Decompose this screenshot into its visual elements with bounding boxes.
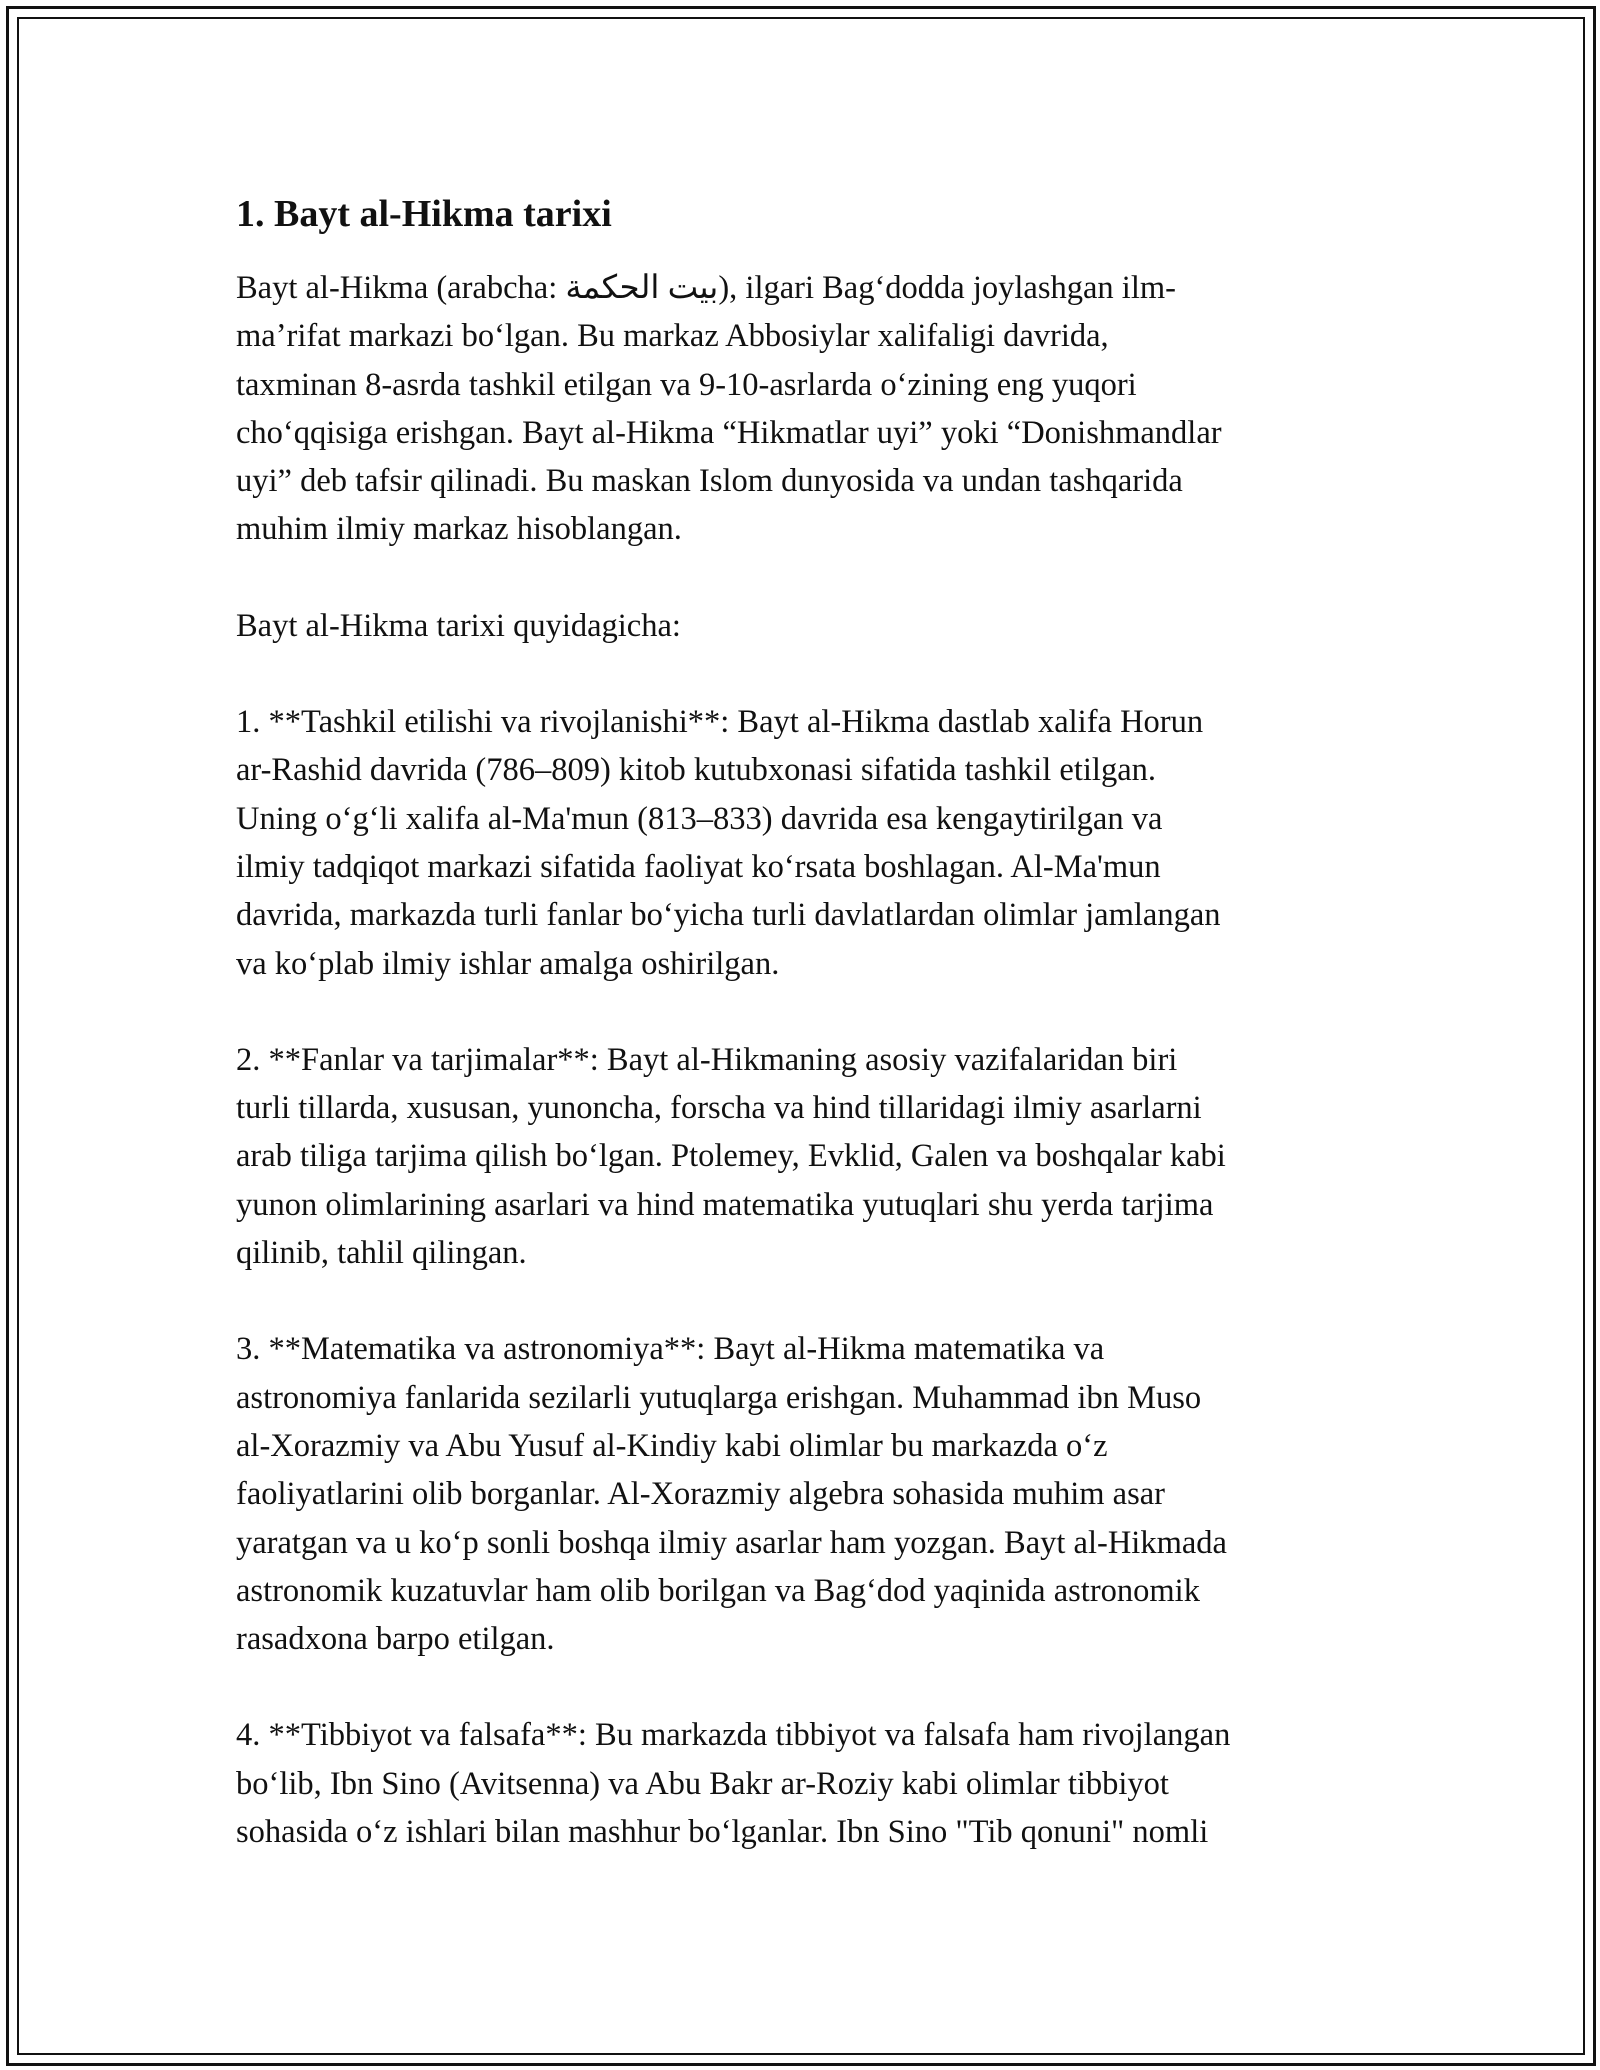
text-line: arab tiliga tarjima qilish boʻlgan. Ptolemey, Evklid, Galen va boshqalar kabi — [236, 1138, 1226, 1175]
text-line: Bayt al-Hikma tarixi quyidagicha: — [236, 607, 681, 644]
list-item-2 — [236, 1036, 1376, 1277]
text-line: uyi” deb tafsir qilinadi. Bu maskan Islom dunyosida va undan tashqarida — [236, 463, 1183, 500]
text-line: al-Xorazmiy va Abu Yusuf al-Kindiy kabi olimlar bu markazda oʻz — [236, 1427, 1108, 1464]
text-line: Bayt al-Hikma (arabcha: بيت الحكمة), ilgari Bagʻdodda joylashgan ilm- — [236, 270, 1176, 306]
text-line: ar-Rashid davrida (786–809) kitob kutubxonasi sifatida tashkil etilgan. — [236, 752, 1156, 789]
text-line: ilmiy tadqiqot markazi sifatida faoliyat koʻrsata boshlagan. Al-Ma'mun — [236, 848, 1161, 885]
text-line: choʻqqisiga erishgan. Bayt al-Hikma “Hikmatlar uyi” yoki “Donishmandlar — [236, 414, 1222, 451]
text-line: faoliyatlarini olib borganlar. Al-Xorazmiy algebra sohasida muhim asar — [236, 1476, 1165, 1513]
paragraph-intro — [236, 264, 1376, 554]
text-line: Uning oʻgʻli xalifa al-Ma'mun (813–833) davrida esa kengaytirilgan va — [236, 800, 1163, 837]
text-line: muhim ilmiy markaz hisoblangan. — [236, 511, 682, 548]
text-line: va koʻplab ilmiy ishlar amalga oshirilgan. — [236, 945, 780, 982]
document-body — [236, 190, 1376, 1904]
paragraph-history-intro — [236, 602, 1376, 650]
list-item-4 — [236, 1711, 1376, 1856]
text-line: yaratgan va u koʻp sonli boshqa ilmiy asarlar ham yozgan. Bayt al-Hikmada — [236, 1524, 1227, 1561]
text-line: astronomik kuzatuvlar ham olib borilgan va Bagʻdod yaqinida astronomik — [236, 1572, 1200, 1609]
text-line: 2. **Fanlar va tarjimalar**: Bayt al-Hikmaning asosiy vazifalaridan biri — [236, 1041, 1178, 1078]
text-line: davrida, markazda turli fanlar boʻyicha turli davlatlardan olimlar jamlangan — [236, 897, 1221, 934]
text-line: yunon olimlarining asarlari va hind matematika yutuqlari shu yerda tarjima — [236, 1186, 1214, 1223]
text-line: taxminan 8-asrda tashkil etilgan va 9-10-asrlarda oʻzining eng yuqori — [236, 366, 1137, 403]
text-line: rasadxona barpo etilgan. — [236, 1621, 555, 1658]
text-line: astronomiya fanlarida sezilarli yutuqlarga erishgan. Muhammad ibn Muso — [236, 1379, 1202, 1416]
text-line: boʻlib, Ibn Sino (Avitsenna) va Abu Bakr ar-Roziy kabi olimlar tibbiyot — [236, 1765, 1169, 1802]
text-line: 1. **Tashkil etilishi va rivojlanishi**: Bayt al-Hikma dastlab xalifa Horun — [236, 704, 1204, 741]
text-line: maʼrifat markazi boʻlgan. Bu markaz Abbosiylar xalifaligi davrida, — [236, 318, 1109, 355]
text-line: qilinib, tahlil qilingan. — [236, 1235, 527, 1272]
text-line: 3. **Matematika va astronomiya**: Bayt al-Hikma matematika va — [236, 1331, 1105, 1368]
list-item-3 — [236, 1325, 1376, 1663]
text-line: turli tillarda, xususan, yunoncha, forscha va hind tillaridagi ilmiy asarlarni — [236, 1090, 1202, 1127]
text-line: sohasida oʻz ishlari bilan mashhur boʻlganlar. Ibn Sino "Tib qonuni" nomli — [236, 1814, 1209, 1851]
text-line: 4. **Tibbiyot va falsafa**: Bu markazda tibbiyot va falsafa ham rivojlangan — [236, 1717, 1231, 1754]
list-item-1 — [236, 698, 1376, 988]
section-heading: 1. Bayt al-Hikma tarixi — [236, 193, 612, 235]
